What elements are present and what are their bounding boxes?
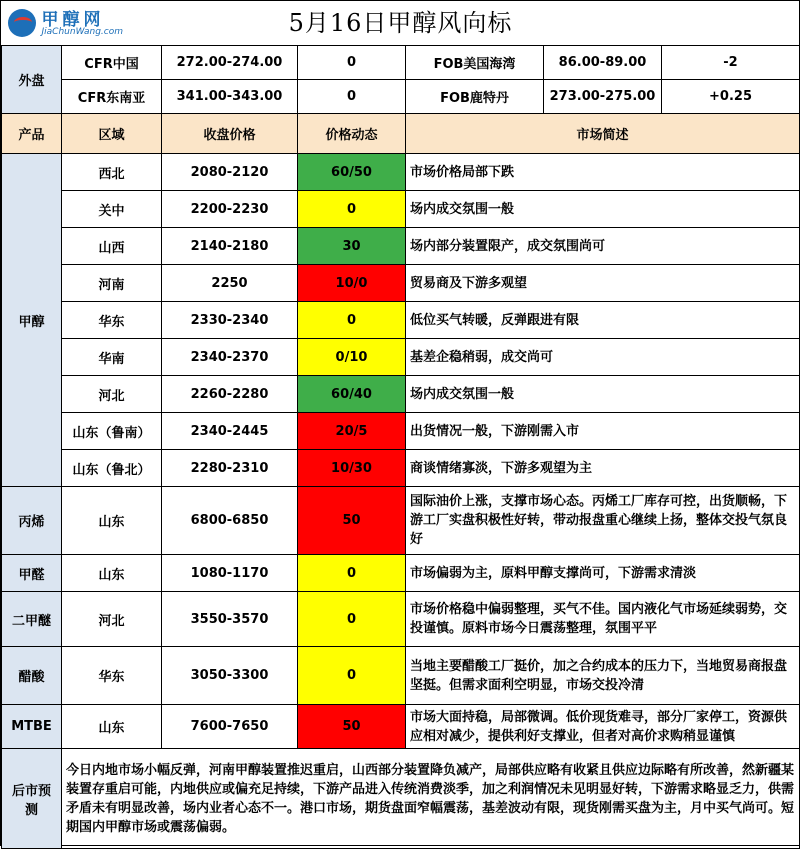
- product-label: MTBE: [2, 705, 62, 749]
- region-cell: 山东（鲁南）: [62, 413, 162, 450]
- header-product: 产品: [2, 114, 62, 154]
- product-label: 二甲醚: [2, 592, 62, 647]
- dynamic-cell: 10/0: [298, 265, 406, 302]
- summary-cell: 基差企稳稍弱，成交尚可: [406, 339, 800, 376]
- dynamic-cell: 30: [298, 228, 406, 265]
- dynamic-cell: 60/40: [298, 376, 406, 413]
- region-cell: 山东: [62, 555, 162, 592]
- price-cell: 2280-2310: [162, 450, 298, 487]
- price-cell: 3550-3570: [162, 592, 298, 647]
- waipan-a-change: 0: [298, 46, 406, 80]
- price-cell: 2200-2230: [162, 191, 298, 228]
- dynamic-cell: 0: [298, 647, 406, 705]
- dynamic-cell: 50: [298, 487, 406, 555]
- region-cell: 河北: [62, 592, 162, 647]
- region-cell: 华东: [62, 647, 162, 705]
- dynamic-cell: 0: [298, 191, 406, 228]
- price-cell: 2250: [162, 265, 298, 302]
- logo-url: JiaChunWang.com: [41, 27, 123, 37]
- waipan-b-price: 86.00-89.00: [544, 46, 662, 80]
- region-cell: 华东: [62, 302, 162, 339]
- summary-cell: 商谈情绪寡淡，下游多观望为主: [406, 450, 800, 487]
- summary-cell: 当地主要醋酸工厂挺价，加之合约成本的压力下，当地贸易商报盘坚挺。但需求面利空明显，市场交投冷清: [406, 647, 800, 705]
- region-cell: 山东: [62, 705, 162, 749]
- summary-cell: 市场偏弱为主，原料甲醇支撑尚可，下游需求清淡: [406, 555, 800, 592]
- summary-cell: 贸易商及下游多观望: [406, 265, 800, 302]
- dynamic-cell: 0: [298, 302, 406, 339]
- forecast-text: 今日内地市场小幅反弹，河南甲醇装置推迟重启，山西部分装置降负减产，局部供应略有收紧且供应边际略有所改善，然新疆某装置存重启可能，内地供应或偏充足持续，下游产品进入传统消费淡季，加之利润情况未见明显好转，下游需求略显乏力，供需矛盾未有明显改善，场内业者心态不一。港口市场，期货盘面窄幅震荡，基差波动有限，现货刚需买盘为主，月中买气尚可。短期国内甲醇市场或震荡偏弱。: [62, 749, 800, 849]
- header-price: 收盘价格: [162, 114, 298, 154]
- waipan-a-price: 341.00-343.00: [162, 80, 298, 114]
- waipan-b-name: FOB美国海湾: [406, 46, 544, 80]
- price-cell: 2330-2340: [162, 302, 298, 339]
- waipan-b-price: 273.00-275.00: [544, 80, 662, 114]
- logo-name: 甲醇网: [41, 10, 105, 30]
- price-cell: 6800-6850: [162, 487, 298, 555]
- forecast-label: 后市预测: [2, 749, 62, 849]
- region-cell: 山东: [62, 487, 162, 555]
- dynamic-cell: 0: [298, 592, 406, 647]
- summary-cell: 场内部分装置限产，成交氛围尚可: [406, 228, 800, 265]
- dynamic-cell: 10/30: [298, 450, 406, 487]
- region-cell: 华南: [62, 339, 162, 376]
- region-cell: 河北: [62, 376, 162, 413]
- region-cell: 关中: [62, 191, 162, 228]
- header-summary: 市场简述: [406, 114, 800, 154]
- waipan-a-price: 272.00-274.00: [162, 46, 298, 80]
- waipan-a-name: CFR东南亚: [62, 80, 162, 114]
- dynamic-cell: 60/50: [298, 154, 406, 191]
- price-cell: 2140-2180: [162, 228, 298, 265]
- region-cell: 河南: [62, 265, 162, 302]
- waipan-b-name: FOB鹿特丹: [406, 80, 544, 114]
- dynamic-cell: 20/5: [298, 413, 406, 450]
- price-cell: 7600-7650: [162, 705, 298, 749]
- summary-cell: 出货情况一般，下游刚需入市: [406, 413, 800, 450]
- summary-cell: 场内成交氛围一般: [406, 376, 800, 413]
- price-cell: 3050-3300: [162, 647, 298, 705]
- dynamic-cell: 0: [298, 555, 406, 592]
- page-title: 5月16日甲醇风向标: [288, 9, 513, 37]
- header-region: 区域: [62, 114, 162, 154]
- waipan-a-change: 0: [298, 80, 406, 114]
- summary-cell: 市场大面持稳，局部微调。低价现货难寻，部分厂家停工，资源供应相对减少，提供利好支撑业，但者对高价求购稍显谨慎: [406, 705, 800, 749]
- product-label: 甲醛: [2, 555, 62, 592]
- summary-cell: 市场价格稳中偏弱整理，买气不佳。国内液化气市场延续弱势，交投谨慎。原料市场今日震荡整理，氛围平平: [406, 592, 800, 647]
- price-cell: 2340-2445: [162, 413, 298, 450]
- price-cell: 2080-2120: [162, 154, 298, 191]
- region-cell: 西北: [62, 154, 162, 191]
- summary-cell: 场内成交氛围一般: [406, 191, 800, 228]
- indicator-table: [1, 1, 800, 849]
- region-cell: 山东（鲁北）: [62, 450, 162, 487]
- price-cell: 1080-1170: [162, 555, 298, 592]
- dynamic-cell: 50: [298, 705, 406, 749]
- product-label: 醋酸: [2, 647, 62, 705]
- header-dynamic: 价格动态: [298, 114, 406, 154]
- dynamic-cell: 0/10: [298, 339, 406, 376]
- summary-cell: 市场价格局部下跌: [406, 154, 800, 191]
- price-cell: 2340-2370: [162, 339, 298, 376]
- waipan-a-name: CFR中国: [62, 46, 162, 80]
- price-cell: 2260-2280: [162, 376, 298, 413]
- summary-cell: 国际油价上涨，支撑市场心态。丙烯工厂库存可控，出货顺畅，下游工厂实盘积极性好转，带动报盘重心继续上扬，整体交投气氛良好: [406, 487, 800, 555]
- summary-cell: 低位买气转暖，反弹跟进有限: [406, 302, 800, 339]
- waipan-label: 外盘: [2, 46, 62, 114]
- product-label: 丙烯: [2, 487, 62, 555]
- waipan-b-change: +0.25: [662, 80, 800, 114]
- methanol-label: 甲醇: [2, 154, 62, 487]
- waipan-b-change: -2: [662, 46, 800, 80]
- region-cell: 山西: [62, 228, 162, 265]
